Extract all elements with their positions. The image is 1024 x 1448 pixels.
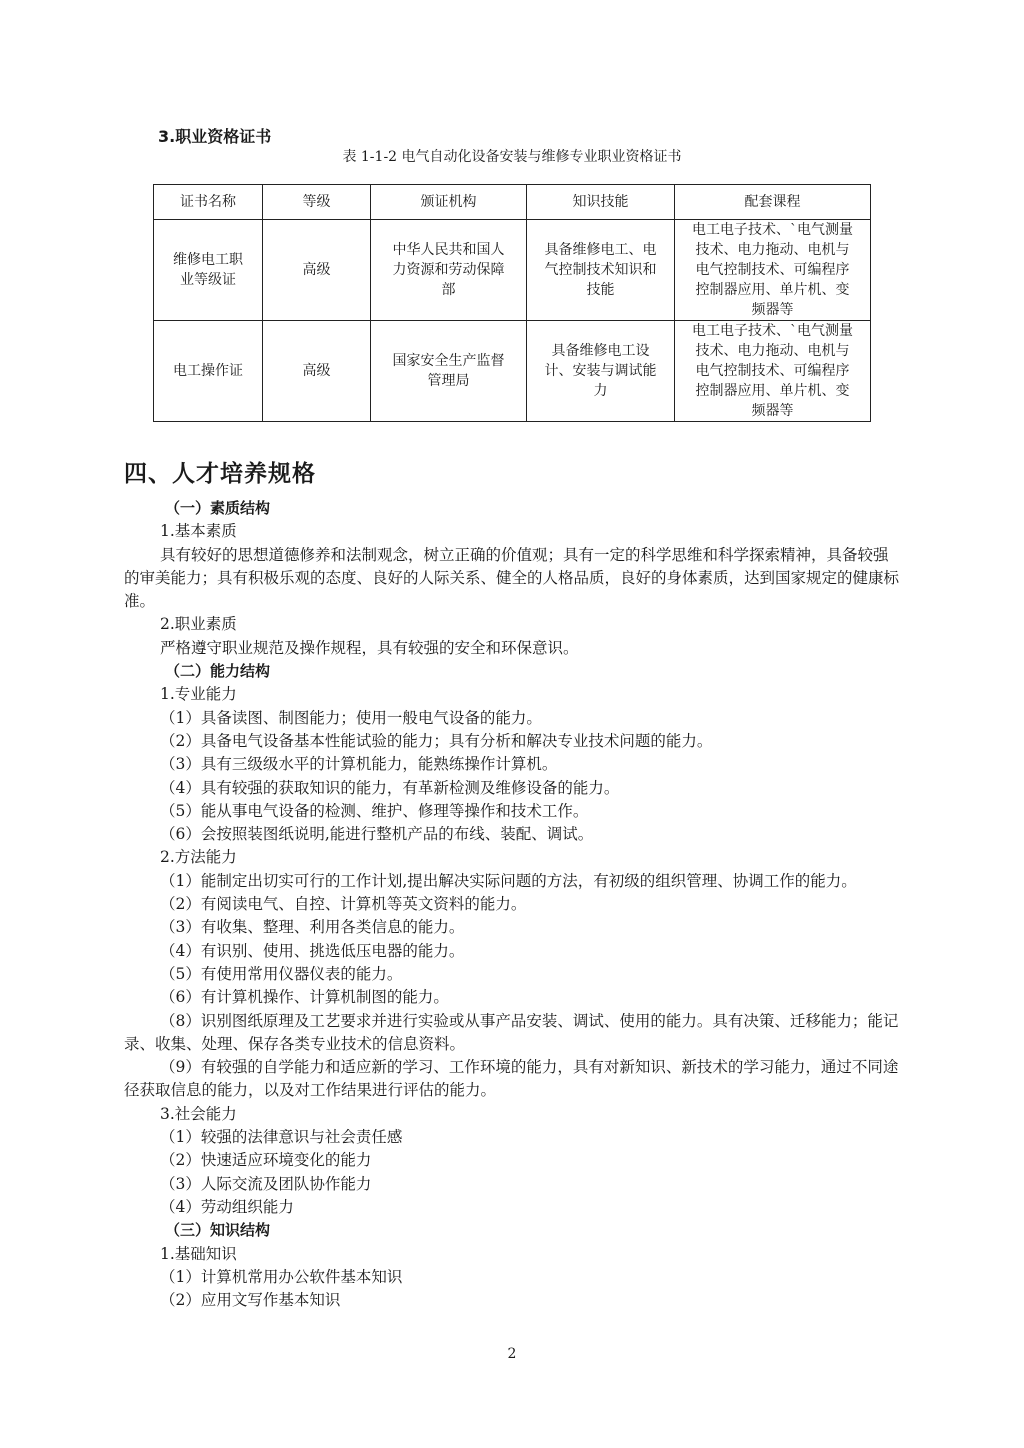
cell-line: 气控制技术知识和 xyxy=(544,262,657,278)
paragraph: （1）具备读图、制图能力；使用一般电气设备的能力。 xyxy=(160,708,542,727)
subsection-heading: （二）能力结构 xyxy=(165,662,271,681)
paragraph: （6）有计算机操作、计算机制图的能力。 xyxy=(160,988,449,1007)
cell-line: 力 xyxy=(593,383,608,399)
paragraph: 具有较好的思想道德修养和法制观念，树立正确的价值观；具有一定的科学思维和科学探索精神，具备较强的审美能力；具有积极乐观的态度、良好的人际关系、健全的人格品质，良好的身体素质，达到国家规定的健康标准。 xyxy=(124,545,900,611)
paragraph: 严格遵守职业规范及操作规程，具有较强的安全和环保意识。 xyxy=(160,638,579,657)
paragraph: （1）较强的法律意识与社会责任感 xyxy=(160,1128,403,1147)
table-cell-name xyxy=(154,321,263,422)
cell-line: 电气控制技术、可编程序 xyxy=(695,363,850,379)
table-header-row xyxy=(154,185,871,220)
paragraph: 1.专业能力 xyxy=(160,685,237,704)
header-cell: 颁证机构 xyxy=(371,185,527,220)
header-cell: 配套课程 xyxy=(675,185,871,220)
paragraph: （6）会按照装图纸说明,能进行整机产品的布线、装配、调试。 xyxy=(160,825,594,844)
cell-line: 电工电子技术、`电气测量 xyxy=(692,222,853,238)
paragraph: （2）具备电气设备基本性能试验的能力；具有分析和解决专业技术问题的能力。 xyxy=(160,731,713,750)
table-cell-level: 高级 xyxy=(263,220,371,321)
cell-line: 中华人民共和国人 xyxy=(392,242,505,258)
cell-line: 技术、电力拖动、电机与 xyxy=(695,343,850,359)
header-cell: 等级 xyxy=(263,185,371,220)
cell-line: 国家安全生产监督 xyxy=(392,353,505,369)
paragraph: （1）能制定出切实可行的工作计划,提出解决实际问题的方法，有初级的组织管理、协调工作的能力。 xyxy=(160,871,857,890)
cell-line: 维修电工职 xyxy=(173,252,243,268)
paragraph: 1.基本素质 xyxy=(160,522,237,541)
paragraph: （4）具有较强的获取知识的能力，有革新检测及维修设备的能力。 xyxy=(160,778,620,797)
table-row xyxy=(154,220,871,321)
paragraph: （8）识别图纸原理及工艺要求并进行实验或从事产品安装、调试、使用的能力。具有决策、迁移能力；能记录、收集、处理、保存各类专业技术的信息资料。 xyxy=(124,1011,899,1053)
table-cell-courses xyxy=(675,220,871,321)
cell-line: 电工操作证 xyxy=(173,363,243,379)
header-cell: 证书名称 xyxy=(154,185,263,220)
cell-line: 力资源和劳动保障 xyxy=(392,262,505,278)
table-cell-name xyxy=(154,220,263,321)
header-cell: 知识技能 xyxy=(527,185,675,220)
paragraph: （4）劳动组织能力 xyxy=(160,1197,294,1216)
cell-line: 电工电子技术、`电气测量 xyxy=(692,323,853,339)
table-cell-courses xyxy=(675,321,871,422)
paragraph: 2.职业素质 xyxy=(160,615,237,634)
cell-line: 技能 xyxy=(586,282,615,298)
paragraph: （1）计算机常用办公软件基本知识 xyxy=(160,1267,403,1286)
cell-line: 管理局 xyxy=(427,373,470,389)
cell-line: 计、安装与调试能 xyxy=(544,363,657,379)
paragraph: （2）快速适应环境变化的能力 xyxy=(160,1151,372,1170)
cell-line: 控制器应用、单片机、变 xyxy=(695,383,850,399)
paragraph: 2.方法能力 xyxy=(160,848,237,867)
cell-line: 电气控制技术、可编程序 xyxy=(695,262,850,278)
paragraph: （2）有阅读电气、自控、计算机等英文资料的能力。 xyxy=(160,895,527,914)
subsection-heading: （一）素质结构 xyxy=(165,499,271,517)
certificate-table xyxy=(153,184,871,422)
paragraph: 1.基础知识 xyxy=(160,1244,237,1263)
table-caption: 表 1-1-2 电气自动化设备安装与维修专业职业资格证书 xyxy=(342,149,682,165)
table-cell-level: 高级 xyxy=(263,321,371,422)
table-cell-skills xyxy=(527,220,675,321)
chapter-heading: 四、人才培养规格 xyxy=(124,461,316,487)
paragraph: （9）有较强的自学能力和适应新的学习、工作环境的能力，具有对新知识、新技术的学习能力，通过不同途径获取信息的能力，以及对工作结果进行评估的能力。 xyxy=(124,1058,899,1100)
cell-line: 具备维修电工设 xyxy=(551,343,650,359)
cell-line: 具备维修电工、电 xyxy=(544,242,657,258)
section-title: 3.职业资格证书 xyxy=(158,127,272,146)
table-cell-agency xyxy=(371,321,527,422)
paragraph: 3.社会能力 xyxy=(160,1104,237,1123)
paragraph: （5）能从事电气设备的检测、维护、修理等操作和技术工作。 xyxy=(160,801,589,820)
table-row xyxy=(154,321,871,422)
paragraph: （4）有识别、使用、挑选低压电器的能力。 xyxy=(160,941,465,960)
paragraph: （3）具有三级级水平的计算机能力，能熟练操作计算机。 xyxy=(160,755,558,774)
paragraph: （5）有使用常用仪器仪表的能力。 xyxy=(160,964,403,983)
table-cell-agency xyxy=(371,220,527,321)
page-number: 2 xyxy=(507,1346,517,1362)
cell-line: 业等级证 xyxy=(180,272,236,288)
cell-line: 频器等 xyxy=(751,403,794,419)
body-text xyxy=(124,497,900,1312)
subsection-heading: （三）知识结构 xyxy=(165,1221,271,1240)
cell-line: 部 xyxy=(441,282,456,298)
table-cell-skills xyxy=(527,321,675,422)
cell-line: 技术、电力拖动、电机与 xyxy=(695,242,850,258)
paragraph: （3）人际交流及团队协作能力 xyxy=(160,1174,372,1193)
paragraph: （3）有收集、整理、利用各类信息的能力。 xyxy=(160,918,465,937)
cell-line: 控制器应用、单片机、变 xyxy=(695,282,850,298)
cell-line: 频器等 xyxy=(751,302,794,318)
paragraph: （2）应用文写作基本知识 xyxy=(160,1291,341,1310)
